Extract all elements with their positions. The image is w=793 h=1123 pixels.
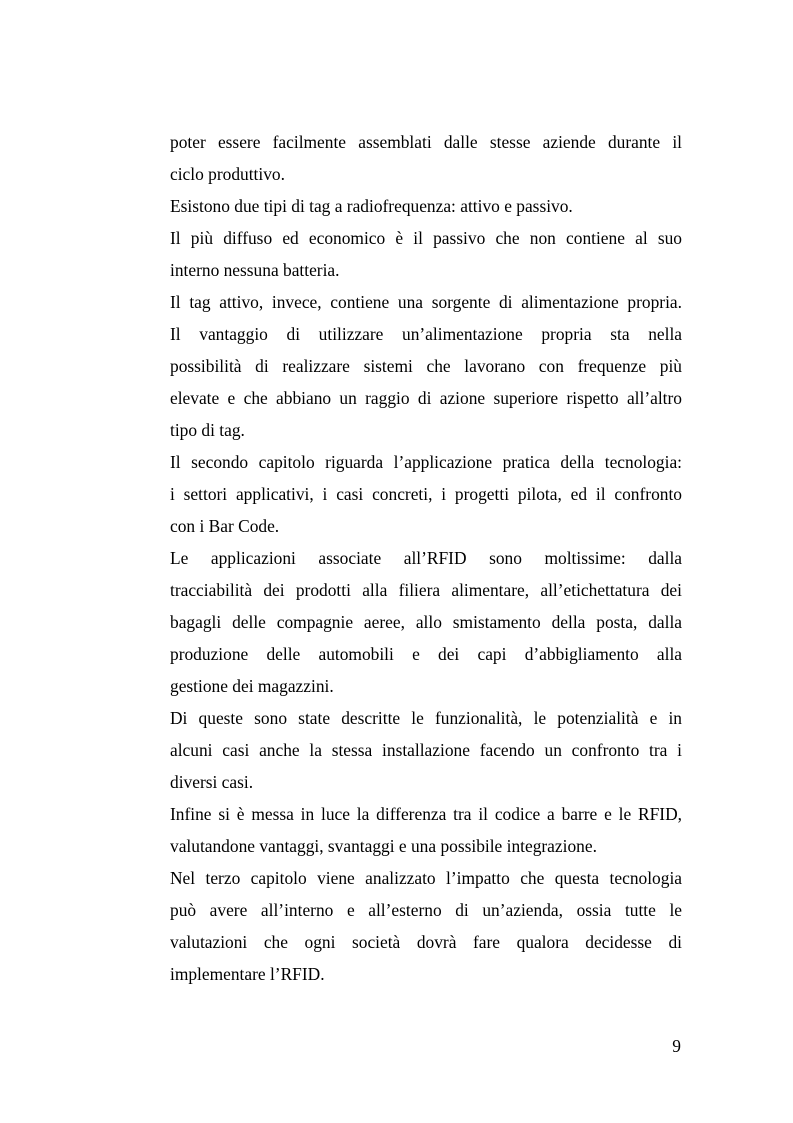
text-line: ciclo produttivo. [170, 164, 285, 184]
text-line: Il più diffuso ed economico è il passivo che non contiene al suo [170, 228, 682, 248]
text-line: Il vantaggio di utilizzare un’alimentazione propria sta nella [170, 324, 682, 344]
text-line: Infine si è messa in luce la differenza tra il codice a barre e le RFID, [170, 804, 682, 824]
page-number: 9 [672, 1036, 681, 1056]
text-line: Esistono due tipi di tag a radiofrequenza: attivo e passivo. [170, 196, 573, 216]
text-line: con i Bar Code. [170, 516, 280, 536]
body-text [170, 126, 682, 990]
text-line: poter essere facilmente assemblati dalle stesse aziende durante il [170, 132, 682, 152]
text-line: i settori applicativi, i casi concreti, i progetti pilota, ed il confronto [170, 484, 682, 504]
text-line: Nel terzo capitolo viene analizzato l’impatto che questa tecnologia [170, 868, 682, 888]
text-line: tipo di tag. [170, 420, 245, 440]
text-line: Il tag attivo, invece, contiene una sorgente di alimentazione propria. [170, 292, 682, 312]
text-line: valutazioni che ogni società dovrà fare qualora decidesse di [170, 932, 682, 952]
text-line: tracciabilità dei prodotti alla filiera alimentare, all’etichettatura dei [170, 580, 682, 600]
text-line: interno nessuna batteria. [170, 260, 340, 280]
text-line: possibilità di realizzare sistemi che lavorano con frequenze più [170, 356, 682, 376]
text-line: valutandone vantaggi, svantaggi e una possibile integrazione. [170, 836, 597, 856]
text-line: Il secondo capitolo riguarda l’applicazione pratica della tecnologia: [170, 452, 682, 472]
text-line: bagagli delle compagnie aeree, allo smistamento della posta, dalla [170, 612, 682, 632]
text-line: produzione delle automobili e dei capi d’abbigliamento alla [170, 644, 682, 664]
text-line: Le applicazioni associate all’RFID sono moltissime: dalla [170, 548, 682, 568]
text-line: diversi casi. [170, 772, 254, 792]
text-line: gestione dei magazzini. [170, 676, 334, 696]
text-line: può avere all’interno e all’esterno di un’azienda, ossia tutte le [170, 900, 682, 920]
text-line: implementare l’RFID. [170, 964, 325, 984]
text-line: elevate e che abbiano un raggio di azione superiore rispetto all’altro [170, 388, 682, 408]
text-line: alcuni casi anche la stessa installazione facendo un confronto tra i [170, 740, 682, 760]
text-line: Di queste sono state descritte le funzionalità, le potenzialità e in [170, 708, 682, 728]
